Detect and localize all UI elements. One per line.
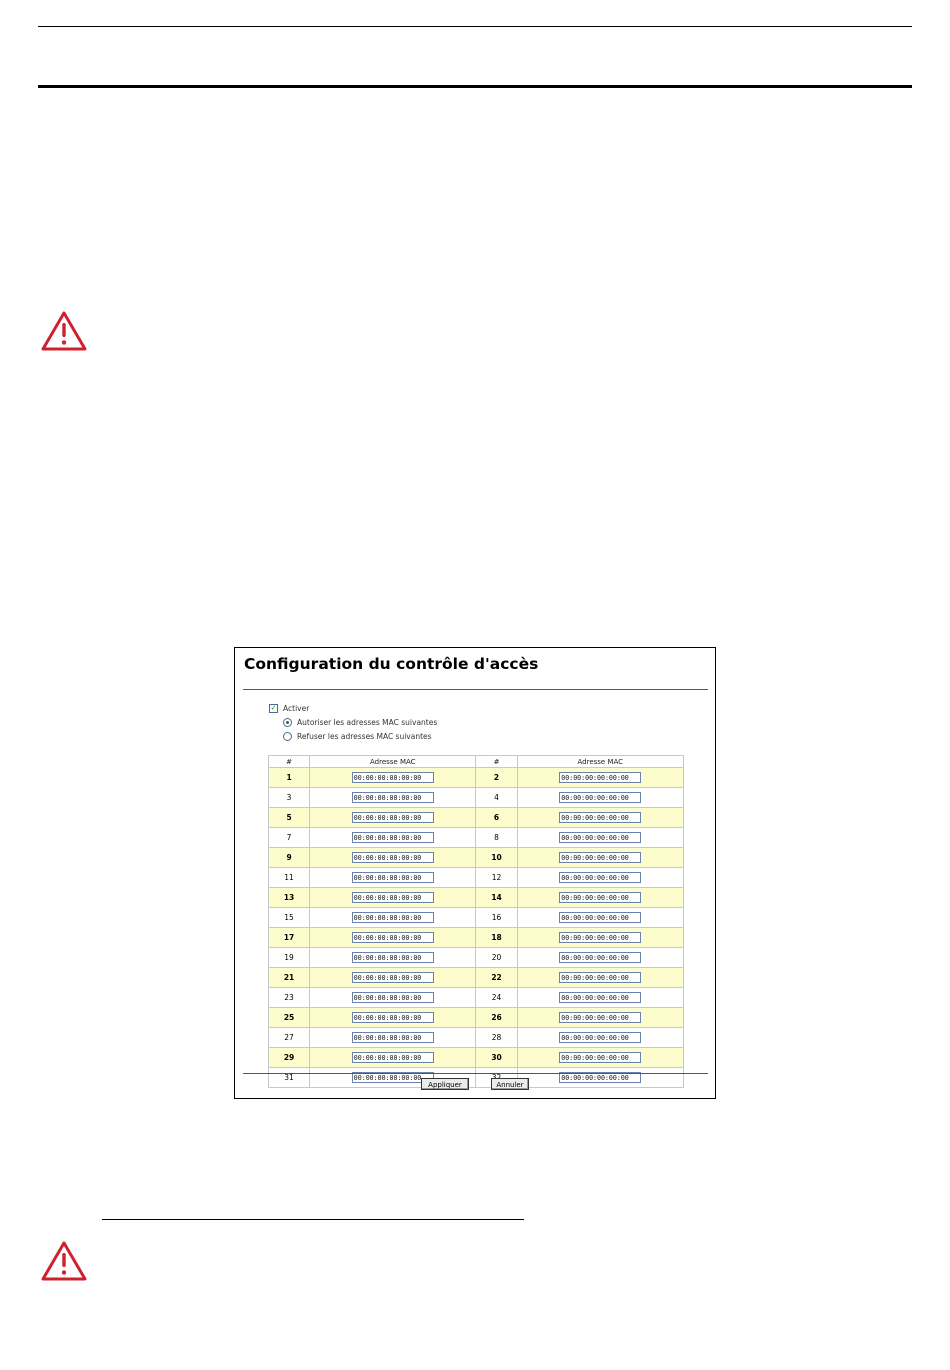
table-row — [269, 1068, 684, 1088]
mac-entry-number: 10 — [476, 848, 517, 868]
table-row — [269, 928, 684, 948]
mac-entry-number: 16 — [476, 908, 517, 928]
mac-cell — [517, 908, 683, 928]
table-row — [269, 828, 684, 848]
mac-entry-number: 9 — [269, 848, 310, 868]
mac-cell — [310, 1008, 476, 1028]
mac-cell — [310, 888, 476, 908]
mac-cell — [310, 968, 476, 988]
enable-checkbox[interactable]: ✓ — [270, 704, 277, 712]
allow-radio[interactable] — [283, 718, 292, 727]
mac-cell — [517, 988, 683, 1008]
mac-entry-number: 14 — [476, 888, 517, 908]
mac-entry-number: 29 — [269, 1048, 310, 1068]
mac-entry-number: 11 — [269, 868, 310, 888]
mac-cell — [310, 948, 476, 968]
warning-icon — [40, 310, 88, 352]
footer-separator — [243, 1073, 708, 1074]
mac-entry-number: 4 — [476, 788, 517, 808]
mac-entry-number: 13 — [269, 888, 310, 908]
mac-cell — [517, 848, 683, 868]
mac-entry-number: 1 — [269, 768, 310, 788]
mac-cell — [310, 828, 476, 848]
mac-cell — [517, 788, 683, 808]
table-row — [269, 948, 684, 968]
header-rule-thick — [38, 85, 912, 88]
mac-entry-field[interactable]: 00:00:00:00:00:00 — [559, 772, 641, 783]
table-row — [269, 868, 684, 888]
table-row — [269, 1028, 684, 1048]
mac-cell — [310, 848, 476, 868]
mac-entry-field[interactable]: 00:00:00:00:00:00 — [352, 1032, 434, 1043]
mac-cell — [517, 1068, 683, 1088]
mac-entry-number: 31 — [269, 1068, 310, 1088]
mac-entry-field[interactable]: 00:00:00:00:00:00 — [352, 852, 434, 863]
mac-entry-number: 20 — [476, 948, 517, 968]
mac-entry-field[interactable]: 00:00:00:00:00:00 — [559, 992, 641, 1003]
mac-entry-number: 7 — [269, 828, 310, 848]
mac-entry-field[interactable]: 00:00:00:00:00:00 — [559, 892, 641, 903]
table-row — [269, 968, 684, 988]
deny-radio[interactable] — [283, 732, 292, 741]
mac-entry-field[interactable]: 00:00:00:00:00:00 — [559, 952, 641, 963]
panel-title: Configuration du contrôle d'accès — [244, 655, 539, 673]
mac-entry-field[interactable]: 00:00:00:00:00:00 — [352, 972, 434, 983]
title-separator — [243, 689, 708, 690]
mac-cell — [310, 768, 476, 788]
mac-entry-field[interactable]: 00:00:00:00:00:00 — [559, 812, 641, 823]
mac-entry-field[interactable]: 00:00:00:00:00:00 — [352, 872, 434, 883]
table-row — [269, 908, 684, 928]
mac-entry-field[interactable]: 00:00:00:00:00:00 — [559, 852, 641, 863]
table-row — [269, 988, 684, 1008]
mac-cell — [310, 808, 476, 828]
mac-entry-number: 26 — [476, 1008, 517, 1028]
mac-cell — [517, 1048, 683, 1068]
mac-entry-number: 23 — [269, 988, 310, 1008]
mac-entry-field[interactable]: 00:00:00:00:00:00 — [559, 932, 641, 943]
mac-entry-number: 5 — [269, 808, 310, 828]
mac-cell — [517, 928, 683, 948]
mac-entry-number: 28 — [476, 1028, 517, 1048]
header-mac-right: Adresse MAC — [517, 756, 683, 768]
mac-entry-field[interactable]: 00:00:00:00:00:00 — [559, 872, 641, 883]
mac-cell — [310, 1048, 476, 1068]
mac-entry-field[interactable]: 00:00:00:00:00:00 — [352, 1012, 434, 1023]
mac-entry-number: 2 — [476, 768, 517, 788]
mac-entry-number: 17 — [269, 928, 310, 948]
mac-entry-field[interactable]: 00:00:00:00:00:00 — [352, 892, 434, 903]
mac-entry-field[interactable]: 00:00:00:00:00:00 — [352, 932, 434, 943]
mac-entry-number: 22 — [476, 968, 517, 988]
mac-entry-field[interactable]: 00:00:00:00:00:00 — [559, 832, 641, 843]
mac-cell — [517, 828, 683, 848]
apply-button[interactable]: Appliquer — [421, 1078, 469, 1090]
mac-entry-field[interactable]: 00:00:00:00:00:00 — [352, 832, 434, 843]
mac-entry-field[interactable]: 00:00:00:00:00:00 — [559, 1052, 641, 1063]
mac-entry-field[interactable]: 00:00:00:00:00:00 — [352, 912, 434, 923]
mac-cell — [517, 1008, 683, 1028]
warning-icon — [40, 1240, 88, 1282]
mac-entry-number: 15 — [269, 908, 310, 928]
allow-option[interactable] — [283, 718, 437, 727]
mac-entry-field[interactable]: 00:00:00:00:00:00 — [352, 812, 434, 823]
mac-cell — [310, 908, 476, 928]
mac-entry-field[interactable]: 00:00:00:00:00:00 — [352, 792, 434, 803]
footnote-rule — [102, 1219, 524, 1220]
mac-entry-field[interactable]: 00:00:00:00:00:00 — [352, 1072, 434, 1083]
mac-cell — [517, 808, 683, 828]
table-row — [269, 808, 684, 828]
table-row — [269, 1008, 684, 1028]
header-num-right: # — [476, 756, 517, 768]
mac-cell — [517, 948, 683, 968]
deny-option[interactable] — [283, 732, 432, 741]
mac-entry-number: 25 — [269, 1008, 310, 1028]
access-control-panel — [234, 647, 716, 1099]
mac-cell — [517, 1028, 683, 1048]
mac-address-table — [268, 755, 684, 1088]
mac-cell — [310, 1028, 476, 1048]
mac-entry-number: 19 — [269, 948, 310, 968]
header-rule-thin — [38, 26, 912, 27]
table-header-row — [269, 756, 684, 768]
mac-cell — [310, 788, 476, 808]
table-row — [269, 848, 684, 868]
mac-entry-field[interactable]: 00:00:00:00:00:00 — [559, 1032, 641, 1043]
mac-entry-number: 18 — [476, 928, 517, 948]
table-row — [269, 768, 684, 788]
mac-cell — [517, 888, 683, 908]
mac-entry-number: 12 — [476, 868, 517, 888]
deny-label: Refuser les adresses MAC suivantes — [297, 732, 432, 741]
enable-option[interactable] — [269, 704, 309, 713]
mac-entry-field[interactable]: 00:00:00:00:00:00 — [559, 792, 641, 803]
mac-entry-number: 6 — [476, 808, 517, 828]
cancel-button[interactable]: Annuler — [491, 1078, 529, 1090]
table-row — [269, 888, 684, 908]
mac-entry-field[interactable]: 00:00:00:00:00:00 — [559, 912, 641, 923]
mac-entry-field[interactable]: 00:00:00:00:00:00 — [352, 992, 434, 1003]
mac-entry-number: 21 — [269, 968, 310, 988]
mac-cell — [310, 988, 476, 1008]
header-mac-left: Adresse MAC — [310, 756, 476, 768]
mac-cell — [310, 868, 476, 888]
mac-entry-number: 24 — [476, 988, 517, 1008]
mac-entry-field[interactable]: 00:00:00:00:00:00 — [352, 1052, 434, 1063]
mac-entry-field[interactable]: 00:00:00:00:00:00 — [559, 1012, 641, 1023]
mac-entry-field[interactable]: 00:00:00:00:00:00 — [352, 772, 434, 783]
mac-cell — [310, 928, 476, 948]
mac-entry-number: 27 — [269, 1028, 310, 1048]
mac-entry-number: 30 — [476, 1048, 517, 1068]
enable-label: Activer — [283, 704, 310, 713]
mac-cell — [517, 868, 683, 888]
mac-cell — [517, 768, 683, 788]
mac-entry-field[interactable]: 00:00:00:00:00:00 — [559, 1072, 641, 1083]
mac-entry-number: 3 — [269, 788, 310, 808]
mac-entry-number: 8 — [476, 828, 517, 848]
mac-cell — [517, 968, 683, 988]
allow-label: Autoriser les adresses MAC suivantes — [297, 718, 438, 727]
mac-entry-field[interactable]: 00:00:00:00:00:00 — [559, 972, 641, 983]
mac-entry-field[interactable]: 00:00:00:00:00:00 — [352, 952, 434, 963]
table-row — [269, 1048, 684, 1068]
header-num-left: # — [269, 756, 310, 768]
table-row — [269, 788, 684, 808]
